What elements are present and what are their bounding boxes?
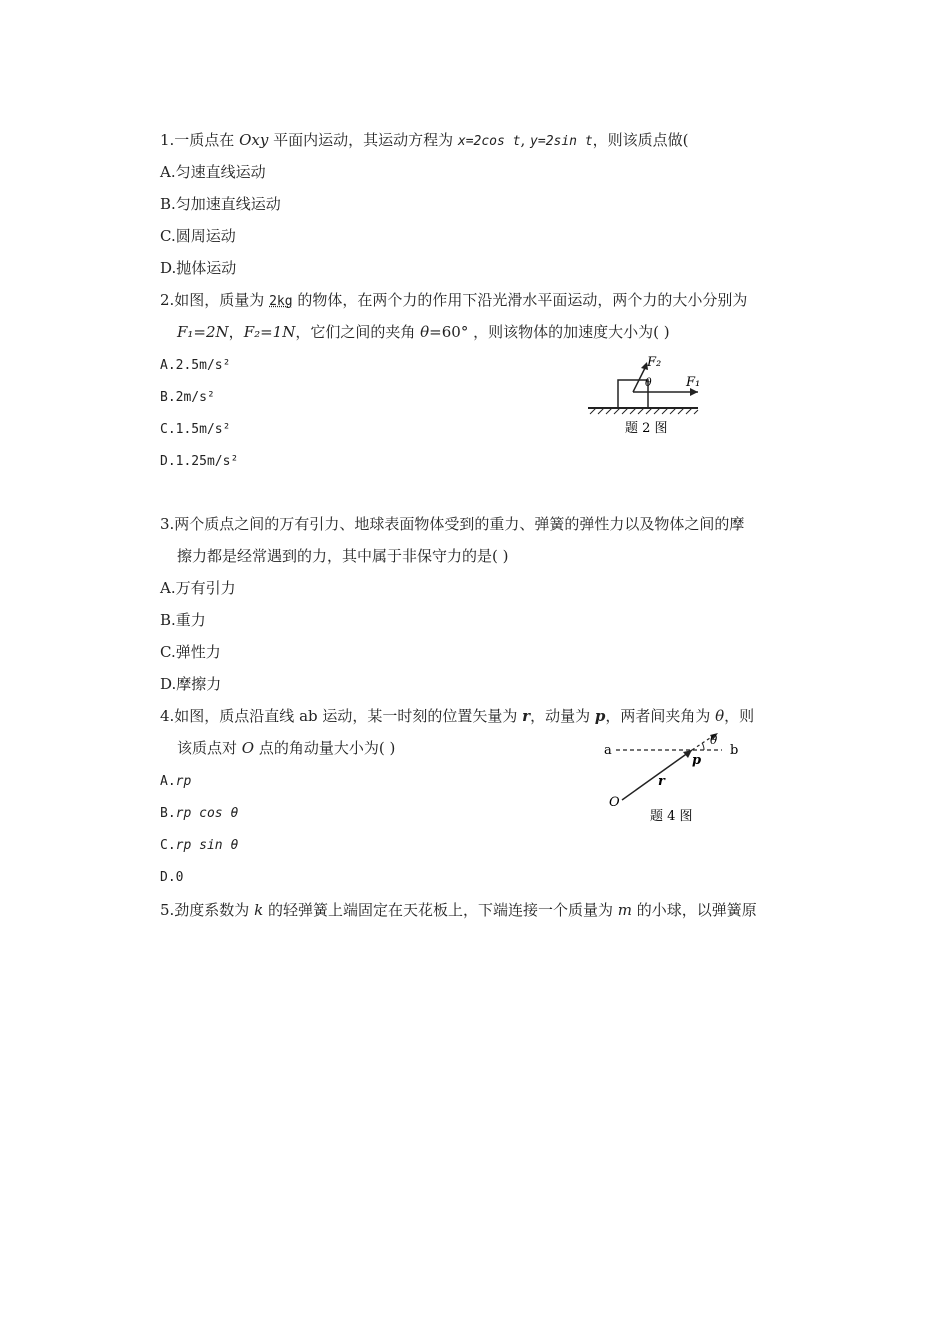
r-arrowhead — [683, 750, 692, 758]
q1-stem-text-3: ，则该质点做( — [592, 131, 689, 149]
q1-option-b: B.匀加速直线运动 — [160, 195, 281, 213]
q4-option-a — [160, 772, 191, 792]
q4-option-c-letter: C. — [160, 838, 176, 853]
q4-option-b-letter: B. — [160, 806, 176, 821]
q4-option-c — [160, 836, 238, 856]
q3-stem-line2: 擦力都是经常遇到的力，其中属于非保守力的是( ) — [177, 547, 509, 565]
f2-label: F₂ — [647, 355, 662, 370]
q4-option-b — [160, 804, 238, 824]
label-a: a — [604, 743, 612, 758]
q4-stem-text-6: 点的角动量大小为( ) — [254, 739, 396, 757]
f1-label: F₁ — [686, 375, 701, 390]
q4-theta: θ — [715, 707, 725, 725]
q4-stem-text: 4.如图，质点沿直线 ab 运动，某一时刻的位置矢量为 — [160, 707, 523, 725]
q3-option-a: A.万有引力 — [160, 579, 236, 597]
theta-label: θ — [645, 376, 652, 389]
q2-stem-line2 — [177, 322, 670, 342]
q3-option-d: D.摩擦力 — [160, 675, 222, 693]
q5-m: m — [617, 901, 632, 919]
q5-stem-text-2: 的轻弹簧上端固定在天花板上，下端连接一个质量为 — [263, 901, 618, 919]
q4-stem-text-4: ，则 — [724, 707, 755, 725]
q4-option-d: D.0 — [160, 870, 184, 885]
q3-option-c: C.弹性力 — [160, 643, 221, 661]
q2-figure-caption: 题 2 图 — [625, 421, 668, 436]
q2-option-d: D.1.25m/s² — [160, 454, 239, 469]
q4-stem-text-2: ，动量为 — [530, 707, 595, 725]
q2-stem-line1 — [160, 290, 747, 312]
q4-figure — [600, 730, 750, 828]
p-label: p — [692, 753, 702, 768]
q2-option-b: B.2m/s² — [160, 390, 215, 405]
r-label: r — [658, 774, 665, 789]
q4-o: O — [241, 739, 255, 757]
q3-stem-line1: 3.两个质点之间的万有引力、地球表面物体受到的重力、弹簧的弹性力以及物体之间的摩 — [160, 515, 745, 533]
block — [618, 380, 648, 408]
q2-figure — [580, 348, 720, 440]
r-vector — [622, 750, 692, 800]
q2-mass: 2kg — [269, 294, 293, 309]
label-b: b — [730, 743, 739, 758]
q4-figure-caption: 题 4 图 — [650, 809, 693, 824]
q2-stem-text-4: =60° ，则该物体的加速度大小为( ) — [429, 323, 670, 341]
q1-option-a: A.匀速直线运动 — [160, 163, 266, 181]
q1-oxy: Oxy — [239, 131, 269, 149]
q2-theta: θ — [420, 323, 430, 341]
q5-k: k — [254, 901, 264, 919]
q1-eq-x: x=2cos t — [457, 134, 521, 149]
q5-stem-text-3: 的小球，以弹簧原 — [631, 901, 757, 919]
q4-option-b-value: rp cos θ — [175, 806, 239, 821]
q4-option-a-letter: A. — [160, 774, 176, 789]
q1-comma: , — [520, 131, 531, 149]
q4-option-a-value: rp — [175, 774, 192, 789]
q5-stem-text: 5.劲度系数为 — [160, 901, 255, 919]
q1-option-c: C.圆周运动 — [160, 227, 236, 245]
q2-stem-text-3: ，它们之间的夹角 — [295, 323, 421, 341]
q4-stem-text-5: 该质点对 — [177, 739, 242, 757]
q5-stem — [160, 900, 757, 920]
q4-stem-text-3: ，两者间夹角为 — [605, 707, 716, 725]
theta-label: θ — [710, 733, 718, 747]
q2-stem-text: 2.如图，质量为 — [160, 291, 270, 309]
o-label: O — [609, 795, 620, 810]
q1-option-d: D.抛体运动 — [160, 259, 237, 277]
q2-f2: F₂=1N — [243, 323, 296, 341]
q1-stem-text: 1.一质点在 — [160, 131, 240, 149]
q4-r: r — [522, 707, 531, 725]
q2-sep: ， — [228, 323, 244, 341]
q2-f1: F₁=2N — [177, 323, 229, 341]
q4-p: p — [594, 707, 606, 725]
q3-option-b: B.重力 — [160, 611, 206, 629]
q4-option-c-value: rp sin θ — [175, 838, 239, 853]
q1-stem — [160, 130, 689, 152]
theta-arc — [702, 743, 704, 750]
q2-option-a: A.2.5m/s² — [160, 358, 231, 373]
q1-stem-text-2: 平面内运动，其运动方程为 — [268, 131, 458, 149]
q2-stem-text-2: 的物体，在两个力的作用下沿光滑水平面运动，两个力的大小分别为 — [292, 291, 748, 309]
q4-stem-line2 — [177, 738, 395, 758]
q1-eq-y: y=2sin t — [530, 134, 593, 149]
q4-stem-line1 — [160, 706, 754, 726]
q2-option-c: C.1.5m/s² — [160, 422, 231, 437]
